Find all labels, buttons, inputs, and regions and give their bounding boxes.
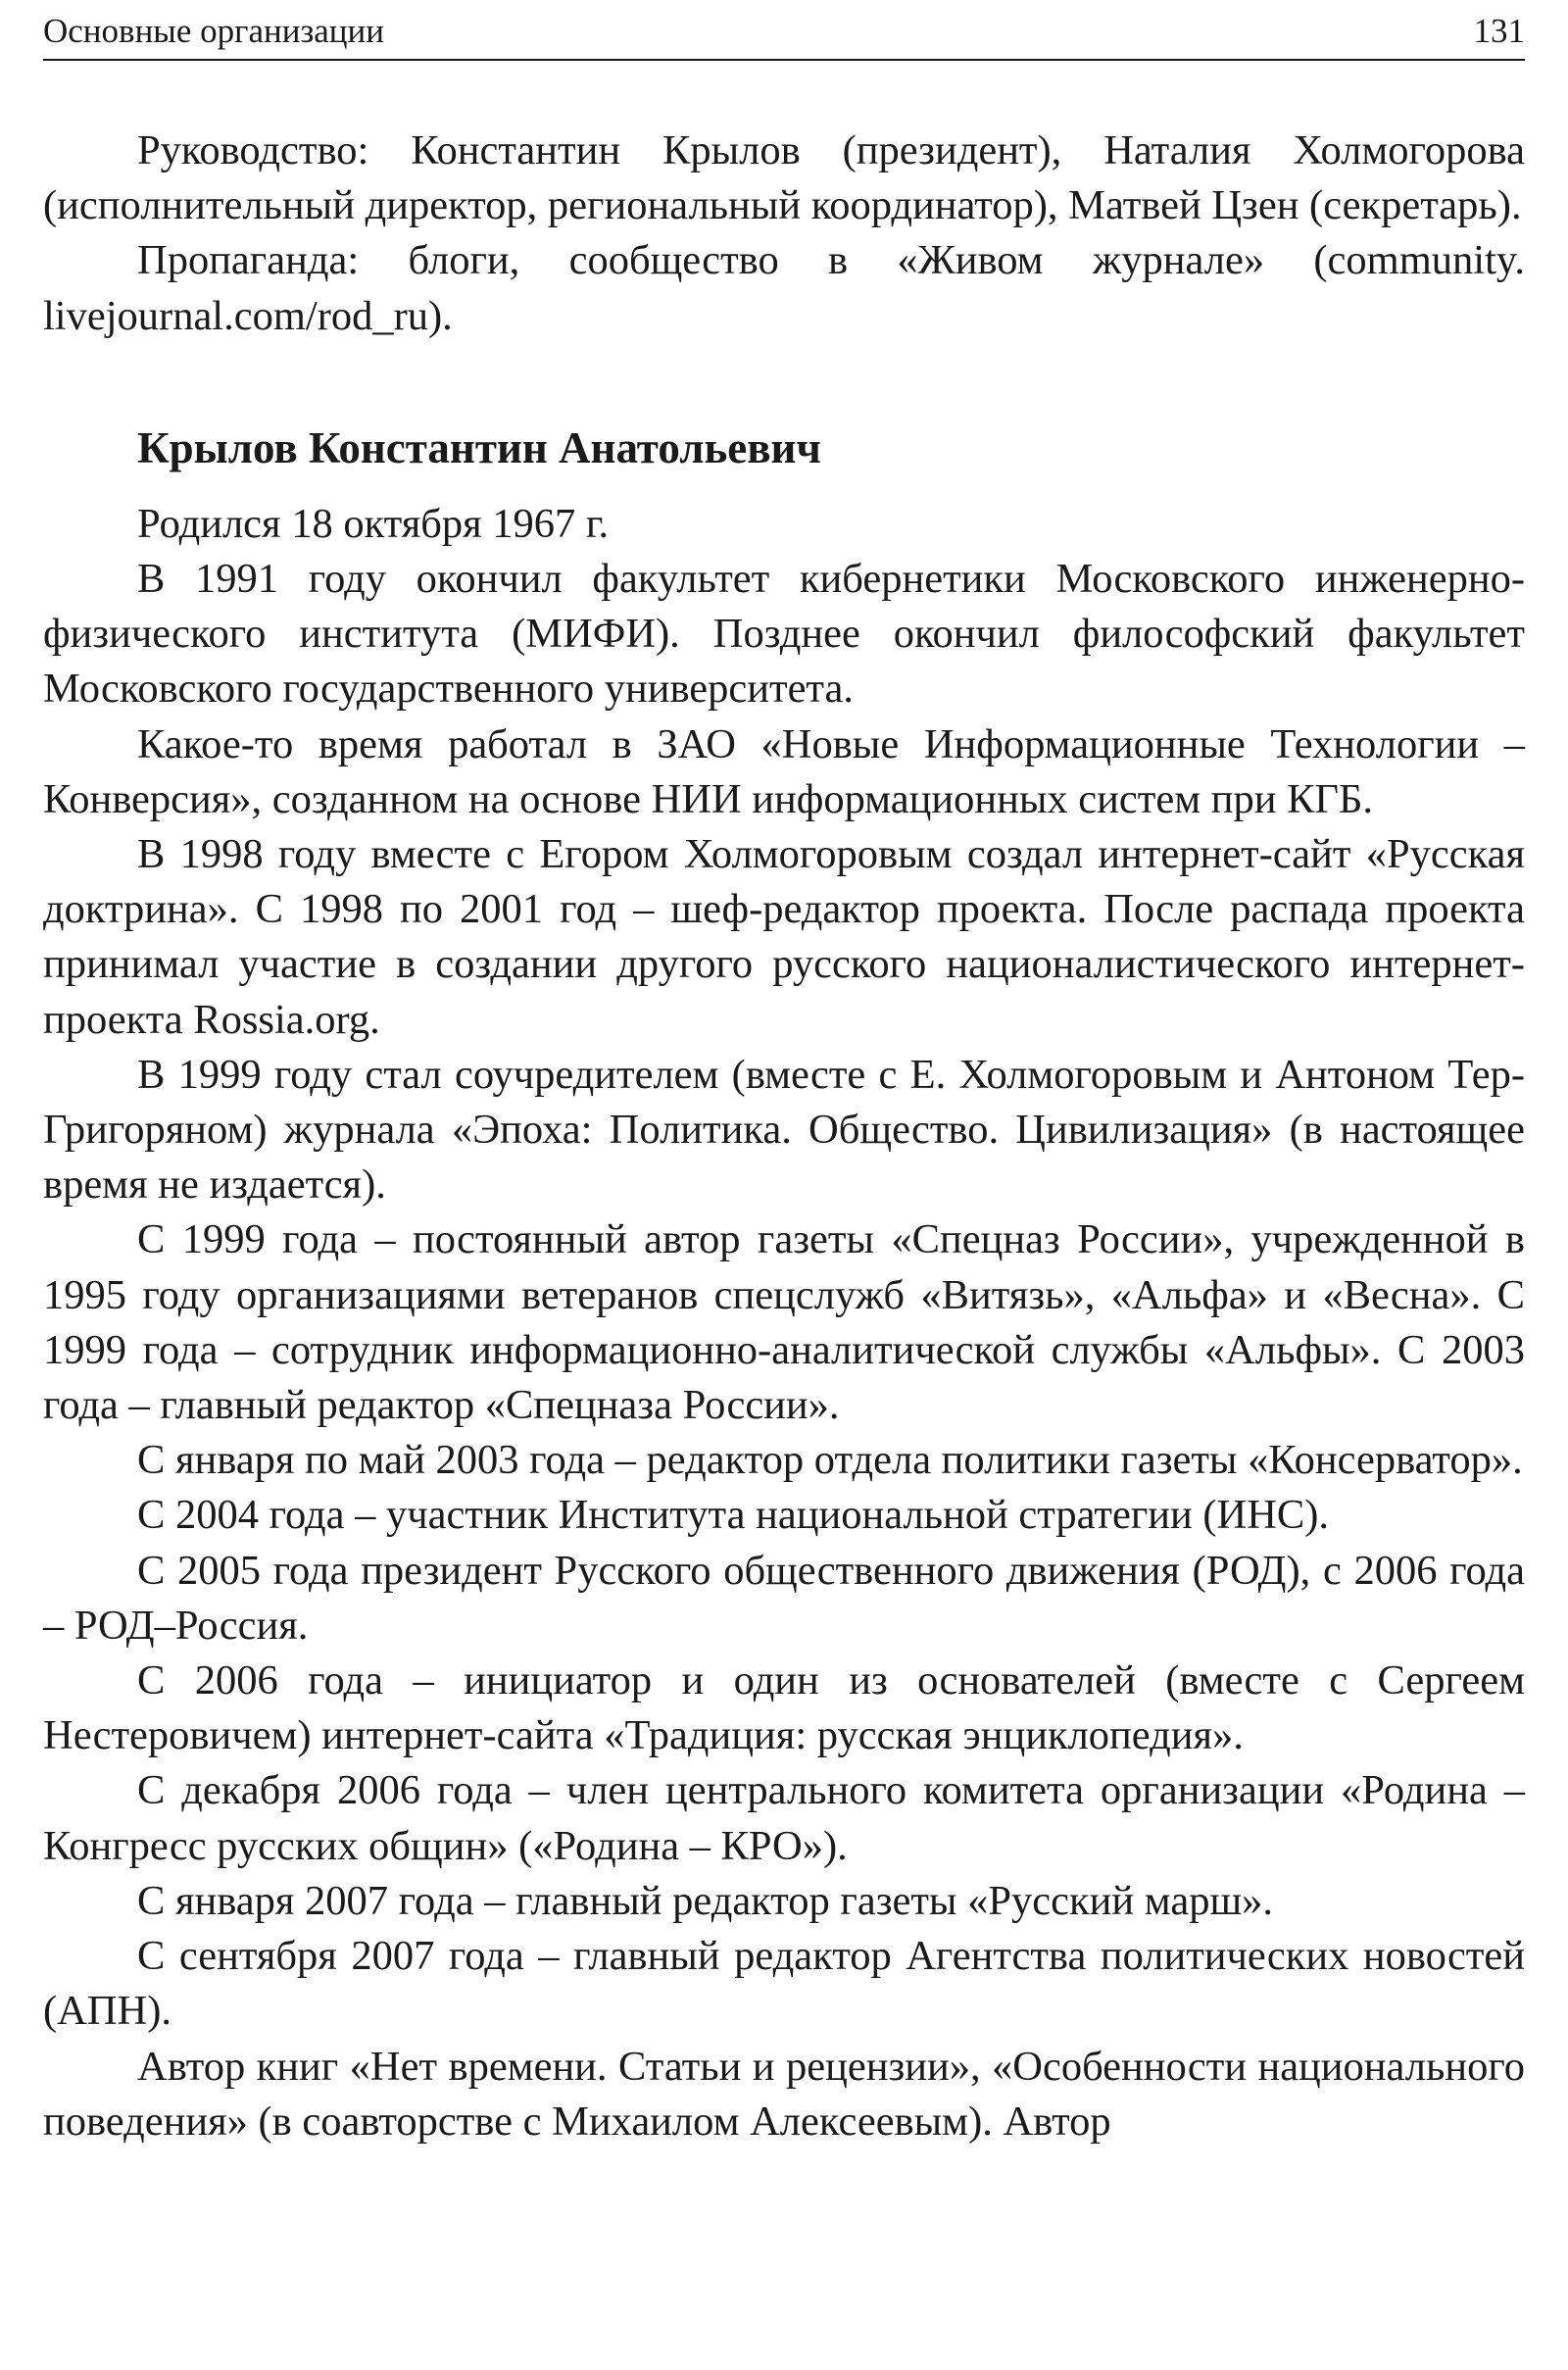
person-heading: Крылов Константин Анатольевич [137, 422, 821, 472]
page-body [43, 123, 1525, 2149]
running-header [43, 4, 1525, 61]
page-number: 131 [1473, 12, 1525, 50]
bio-paragraph: Автор книг «Нет времени. Статьи и рецензии», «Особенности национального поведения» (в соавторстве с Михаилом Алексеевым). Автор [43, 2043, 1525, 2145]
paragraph-leadership: Руководство: Константин Крылов (президент), Наталия Холмогорова (исполнительный директор, региональный координатор), Матвей Цзен (секретарь). [43, 127, 1525, 229]
bio-paragraph: В 1991 году окончил факультет кибернетики Московского инженерно-физического института (МИФИ). Позднее окончил философский факультет Московского государственного университета. [43, 556, 1525, 713]
biography [43, 497, 1525, 2149]
bio-paragraph: С 2006 года – инициатор и один из основателей (вместе с Сергеем Нестеровичем) интернет-сайта «Традиция: русская энциклопедия». [43, 1657, 1525, 1759]
bio-paragraph: С сентября 2007 года – главный редактор Агентства политических новостей (АПН). [43, 1933, 1525, 2035]
paragraph-propaganda: Пропаганда: блоги, сообщество в «Живом журнале» (community.​livejournal.com/rod_ru). [43, 237, 1525, 339]
bio-paragraph: Родился 18 октября 1967 г. [137, 500, 610, 547]
bio-paragraph: Какое-то время работал в ЗАО «Новые Информационные Технологии – Конверсия», созданном на основе НИИ информационных систем при КГБ. [43, 720, 1525, 822]
bio-paragraph: С декабря 2006 года – член центрального комитета организации «Родина – Конгресс русских общин» («Родина – КРО»). [43, 1767, 1525, 1869]
bio-paragraph: С 2004 года – участник Института национальной стратегии (ИНС). [137, 1492, 1330, 1539]
bio-paragraph: В 1998 году вместе с Егором Холмогоровым создал интернет-сайт «Русская доктрина». С 1998 по 2001 год – шеф-редактор проекта. После распада проекта принимал участие в создании другого русского националистического интернет-проекта Rossia.org. [43, 831, 1525, 1043]
bio-paragraph: С 1999 года – постоянный автор газеты «Спецназ России», учрежденной в 1995 году организациями ветеранов спецслужб «Витязь», «Альфа» и «Весна». С 1999 года – сотрудник информационно-аналитической службы «Альфы». С 2003 года – главный редактор «Спецназа России». [43, 1216, 1525, 1429]
bio-paragraph: С января по май 2003 года – редактор отдела политики газеты «Консерватор». [137, 1437, 1523, 1484]
running-title: Основные организации [43, 12, 385, 50]
bio-paragraph: В 1999 году стал соучредителем (вместе с Е. Холмогоровым и Антоном Тер-Григоряном) журнала «Эпоха: Политика. Общество. Цивилизация» (в настоящее время не издается). [43, 1051, 1525, 1209]
bio-paragraph: С 2005 года президент Русского общественного движения (РОД), с 2006 года – РОД–Россия. [43, 1547, 1525, 1649]
bio-paragraph: С января 2007 года – главный редактор газеты «Русский марш». [137, 1877, 1274, 1924]
